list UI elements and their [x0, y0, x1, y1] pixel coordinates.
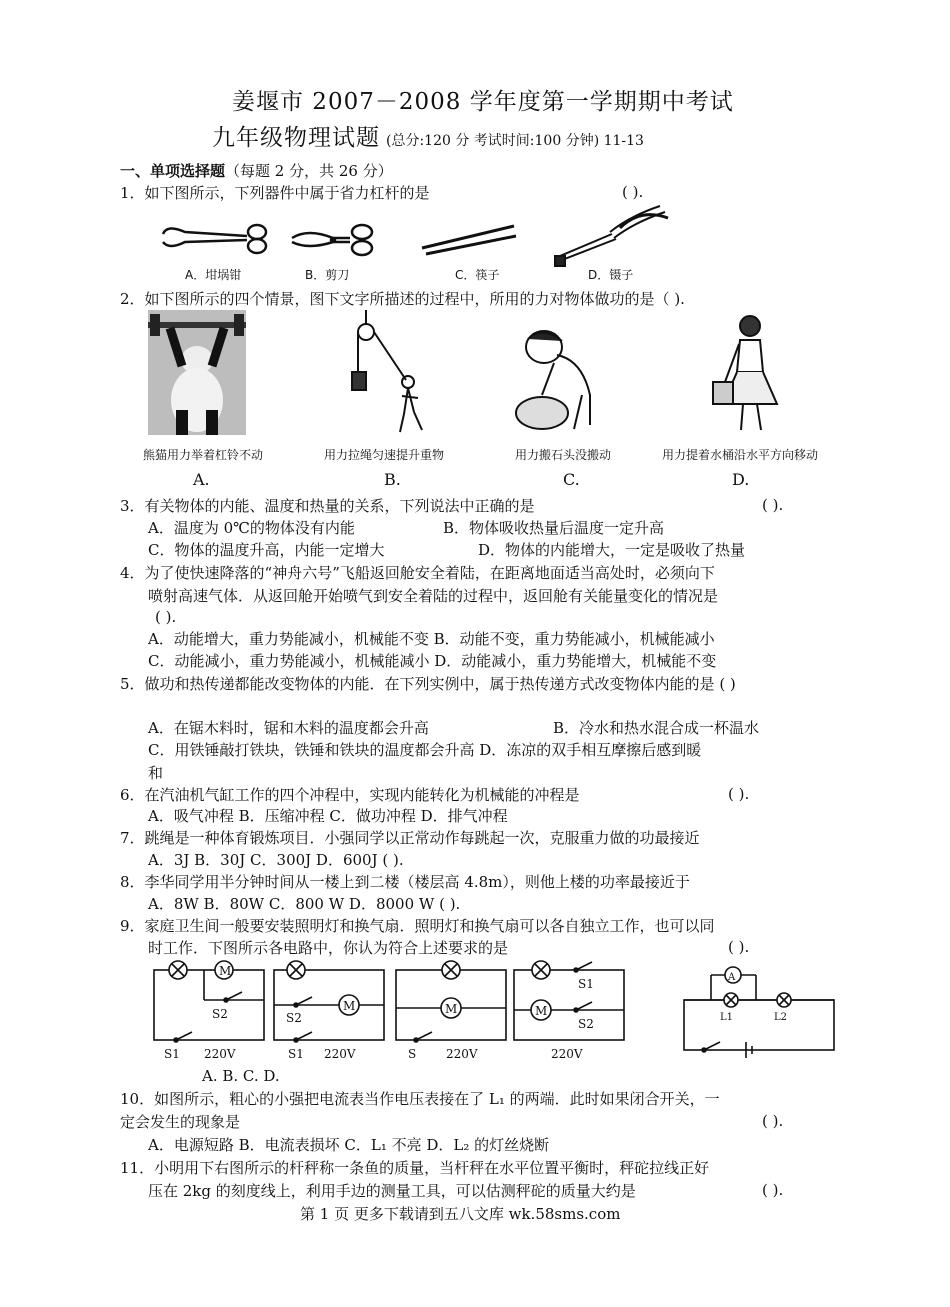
- q1-caption-b: B．剪刀: [305, 268, 350, 282]
- q2-figure-pulley: [336, 310, 431, 435]
- q1-figure-tongs: [155, 212, 275, 262]
- q10-line1: 10．如图所示，粗心的小强把电流表当作电压表接在了 L₁ 的两端．此时如果闭合开关，一: [120, 1090, 720, 1108]
- q1-blank: ( ).: [622, 183, 644, 201]
- q8-text: 8．李华同学用半分钟时间从一楼上到二楼（楼层高 4.8m），则他上楼的功率最接近于: [120, 873, 690, 891]
- q3-option-a: A．温度为 0℃的物体没有内能: [148, 519, 355, 537]
- exam-meta: (总分:120 分 考试时间:100 分钟) 11-13: [386, 133, 644, 149]
- q4-line2: 喷射高速气体．从返回舱开始喷气到安全着陆的过程中，返回舱有关能量变化的情况是: [148, 587, 719, 605]
- q6-text: 6．在汽油机气缸工作的四个冲程中，实现内能转化为机械能的冲程是: [120, 786, 580, 804]
- q1-figure-tweezers: [550, 198, 670, 270]
- q9-label-s-c: S: [408, 1047, 417, 1061]
- q10-line2: 定会发生的现象是: [120, 1113, 241, 1131]
- q3-option-b: B．物体吸收热量后温度一定升高: [443, 519, 665, 537]
- q2-letter-c: C.: [563, 470, 580, 489]
- q7-options: A．3J B．30J C．300J D．600J ( ).: [148, 851, 404, 869]
- svg-text:M: M: [343, 999, 356, 1013]
- svg-text:M: M: [445, 1002, 458, 1016]
- q2-figure-stone: [512, 325, 602, 435]
- q9-line2: 时工作．下图所示各电路中，你认为符合上述要求的是: [148, 939, 509, 957]
- q2-caption-a: 熊猫用力举着杠铃不动: [143, 448, 264, 462]
- q9-letters: A. B. C. D.: [202, 1067, 280, 1085]
- q9-circuits: [146, 960, 846, 1070]
- q5-option-b: B．冷水和热水混合成一杯温水: [553, 719, 760, 737]
- q9-line1: 9．家庭卫生间一般要安装照明灯和换气扇．照明灯和换气扇可以各自独立工作，也可以同: [120, 917, 715, 935]
- q8-options: A．8W B．80W C．800 W D．8000 W ( ).: [148, 895, 461, 913]
- q2-figure-bucket: [705, 312, 795, 432]
- q9-label-s1-b: S1: [288, 1047, 304, 1061]
- q4-options-ab: A．动能增大，重力势能减小，机械能不变 B．动能不变，重力势能减小，机械能减小: [148, 630, 715, 648]
- q2-caption-b: 用力拉绳匀速提升重物: [324, 448, 445, 462]
- page-footer: 第 1 页 更多下载请到五八文库 wk.58sms.com: [300, 1205, 621, 1223]
- q2-letter-b: B.: [384, 470, 401, 489]
- q5-option-d-cont: 和: [148, 764, 164, 782]
- q11-line1: 11．小明用下右图所示的杆秤称一条鱼的质量，当杆秤在水平位置平衡时，秤砣拉线正好: [120, 1159, 710, 1177]
- q10-label-l1: L1: [720, 1012, 734, 1023]
- q11-line2: 压在 2kg 的刻度线上，利用手边的测量工具，可以估测秤砣的质量大约是: [148, 1182, 636, 1200]
- q1-figure-scissors: [288, 220, 383, 260]
- q9-label-s2-d: S2: [578, 1017, 594, 1031]
- q6-blank: ( ).: [728, 785, 750, 803]
- q9-label-220v-b: 220V: [324, 1047, 356, 1061]
- section-heading: [120, 161, 393, 181]
- q2-caption-c: 用力搬石头没搬动: [515, 448, 612, 462]
- q7-text: 7．跳绳是一种体育锻炼项目．小强同学以正常动作每跳起一次，克服重力做的功最接近: [120, 829, 700, 847]
- q9-blank: ( ).: [728, 938, 750, 956]
- q3-blank: ( ).: [762, 496, 784, 514]
- q2-caption-d: 用力提着水桶沿水平方向移动: [662, 448, 819, 462]
- section-note: （每题 2 分，共 26 分）: [225, 162, 393, 180]
- q9-label-s1-d: S1: [578, 977, 594, 991]
- svg-text:A: A: [728, 972, 736, 983]
- exam-subtitle: [212, 125, 644, 151]
- q2-letter-a: A.: [193, 470, 210, 489]
- svg-text:M: M: [219, 964, 232, 978]
- q1-caption-c: C．筷子: [455, 268, 500, 282]
- q3-text: 3．有关物体的内能、温度和热量的关系，下列说法中正确的是: [120, 497, 535, 515]
- q11-blank: ( ).: [762, 1181, 784, 1199]
- q9-label-s1-a: S1: [164, 1047, 180, 1061]
- q1-figure-chopsticks: [418, 218, 518, 258]
- q1-text: 1．如下图所示，下列器件中属于省力杠杆的是: [120, 184, 430, 202]
- q6-options: A．吸气冲程 B．压缩冲程 C．做功冲程 D．排气冲程: [148, 807, 508, 825]
- q1-caption-a: A．坩埚钳: [185, 268, 242, 282]
- q4-options-cd: C．动能减小，重力势能减小，机械能减小 D．动能减小，重力势能增大，机械能不变: [148, 652, 717, 670]
- q4-line1: 4．为了使快速降落的“神舟六号”飞船返回舱安全着陆，在距离地面适当高处时，必须向下: [120, 564, 715, 582]
- q10-options: A．电源短路 B．电流表损坏 C．L₁ 不亮 D．L₂ 的灯丝烧断: [148, 1136, 550, 1154]
- q9-label-s2-a: S2: [212, 1007, 228, 1021]
- q2-figure-panda: [148, 310, 246, 435]
- q4-blank: ( ).: [155, 608, 177, 626]
- subject-title: 九年级物理试题: [212, 125, 380, 151]
- q5-text: 5．做功和热传递都能改变物体的内能．在下列实例中，属于热传递方式改变物体内能的是 ( ): [120, 675, 736, 693]
- q10-label-l2: L2: [774, 1012, 788, 1023]
- q5-options-cd: C．用铁锤敲打铁块，铁锤和铁块的温度都会升高 D．冻凉的双手相互摩擦后感到暖: [148, 741, 702, 759]
- q9-label-220v-a: 220V: [204, 1047, 236, 1061]
- q1-caption-d: D．镊子: [588, 268, 634, 282]
- q9-label-220v-d: 220V: [551, 1047, 583, 1061]
- q5-option-a: A．在锯木料时，锯和木料的温度都会升高: [148, 719, 429, 737]
- exam-title: 姜堰市 2007－2008 学年度第一学期期中考试: [232, 89, 734, 115]
- q3-option-d: D．物体的内能增大，一定是吸收了热量: [478, 541, 746, 559]
- q9-label-220v-c: 220V: [446, 1047, 478, 1061]
- q2-letter-d: D.: [732, 470, 750, 489]
- q3-option-c: C．物体的温度升高，内能一定增大: [148, 541, 385, 559]
- section-label: 一、单项选择题: [120, 162, 226, 180]
- q9-label-s2-b: S2: [286, 1011, 302, 1025]
- q10-blank: ( ).: [762, 1112, 784, 1130]
- q2-text: 2．如下图所示的四个情景，图下文字所描述的过程中，所用的力对物体做功的是（ ).: [120, 290, 685, 308]
- svg-text:M: M: [535, 1004, 548, 1018]
